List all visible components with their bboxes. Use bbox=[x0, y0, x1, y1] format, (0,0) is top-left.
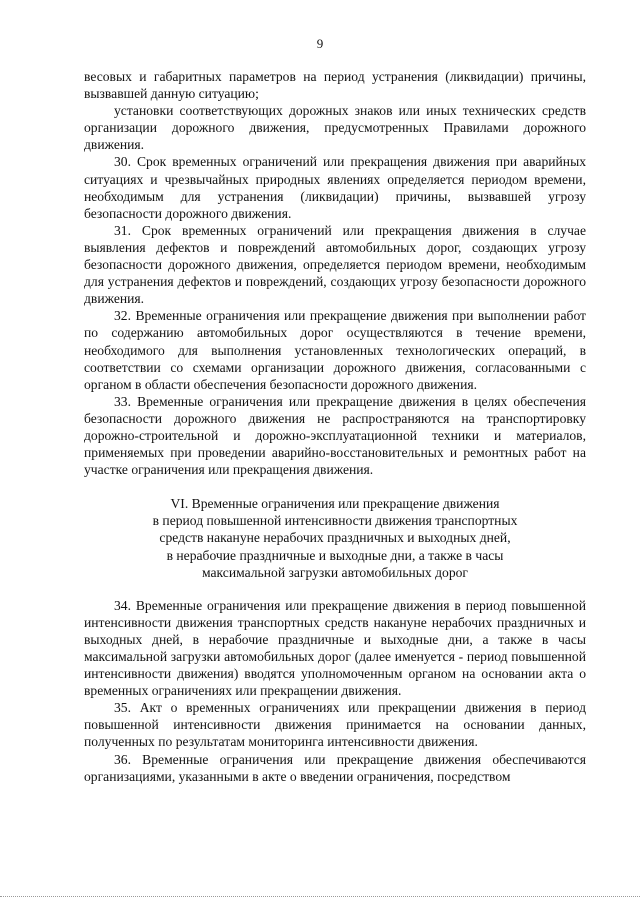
paragraphs-after-heading bbox=[84, 597, 586, 785]
paragraph: 34. Временные ограничения или прекращение движения в период повышенной интенсивности движения транспортных средств накануне нерабочих праздничных и выходных дней, в нерабочие праздничные и выходные дни, а также в часы максимальной загрузки автомобильных дорог (далее именуется - период повышенной интенсивности движения) вводятся уполномоченным органом на основании акта о временных ограничениях или прекращении движения. bbox=[84, 597, 586, 699]
paragraph: 32. Временные ограничения или прекращение движения при выполнении работ по содержанию автомобильных дорог осуществляются в течение времени, необходимого для выполнения установленных технологических операций, в соответствии со схемами организации дорожного движения, согласованными с органом в области обеспечения безопасности дорожного движения. bbox=[84, 308, 586, 392]
paragraph: 30. Срок временных ограничений или прекращения движения при аварийных ситуациях и чрезвычайных природных явлениях определяется периодом времени, необходимым для устранения (ликвидации) причины, вызвавшей угрозу безопасности дорожного движения. bbox=[84, 154, 586, 221]
paragraph: установки соответствующих дорожных знаков или иных технических средств организации дорожного движения, предусмотренных Правилами дорожного движения. bbox=[84, 103, 586, 153]
section-heading-line: средств накануне нерабочих праздничных и выходных дней, bbox=[159, 530, 511, 546]
document-body bbox=[84, 68, 586, 785]
paragraph: 35. Акт о временных ограничениях или прекращении движения в период повышенной интенсивности движения принимается на основании данных, полученных по результатам мониторинга интенсивности движения. bbox=[84, 700, 586, 750]
paragraph: весовых и габаритных параметров на период устранения (ликвидации) причины, вызвавшей данную ситуацию; bbox=[84, 69, 586, 102]
section-heading-line: в период повышенной интенсивности движения транспортных bbox=[152, 513, 518, 529]
section-heading-line: максимальной загрузки автомобильных дорог bbox=[201, 564, 469, 580]
paragraph: 33. Временные ограничения или прекращение движения в целях обеспечения безопасности дорожного движения не распространяются на транспортировку дорожно-строительной и дорожно-эксплуатационной техники и материалов, применяемых при проведении аварийно-восстановительных и ремонтных работ на участке ограничения или прекращения движения. bbox=[84, 393, 586, 478]
paragraph: 31. Срок временных ограничений или прекращения движения в случае выявления дефектов и повреждений автомобильных дорог, создающих угрозу безопасности дорожного движения, определяется периодом времени, необходимым для устранения дефектов и повреждений, создающих угрозу безопасности дорожного движения. bbox=[84, 222, 586, 307]
page-number: 9 bbox=[316, 36, 324, 51]
section-heading-line: в нерабочие праздничные и выходные дни, а также в часы bbox=[166, 547, 504, 563]
section-heading-line: VI. Временные ограничения или прекращение движения bbox=[170, 496, 500, 512]
section-heading bbox=[84, 495, 586, 580]
paragraph: 36. Временные ограничения или прекращение движения обеспечиваются организациями, указанными в акте о введении ограничения, посредством bbox=[84, 751, 586, 784]
scan-edge-rule bbox=[0, 896, 640, 897]
paragraphs-before-heading bbox=[84, 68, 586, 478]
